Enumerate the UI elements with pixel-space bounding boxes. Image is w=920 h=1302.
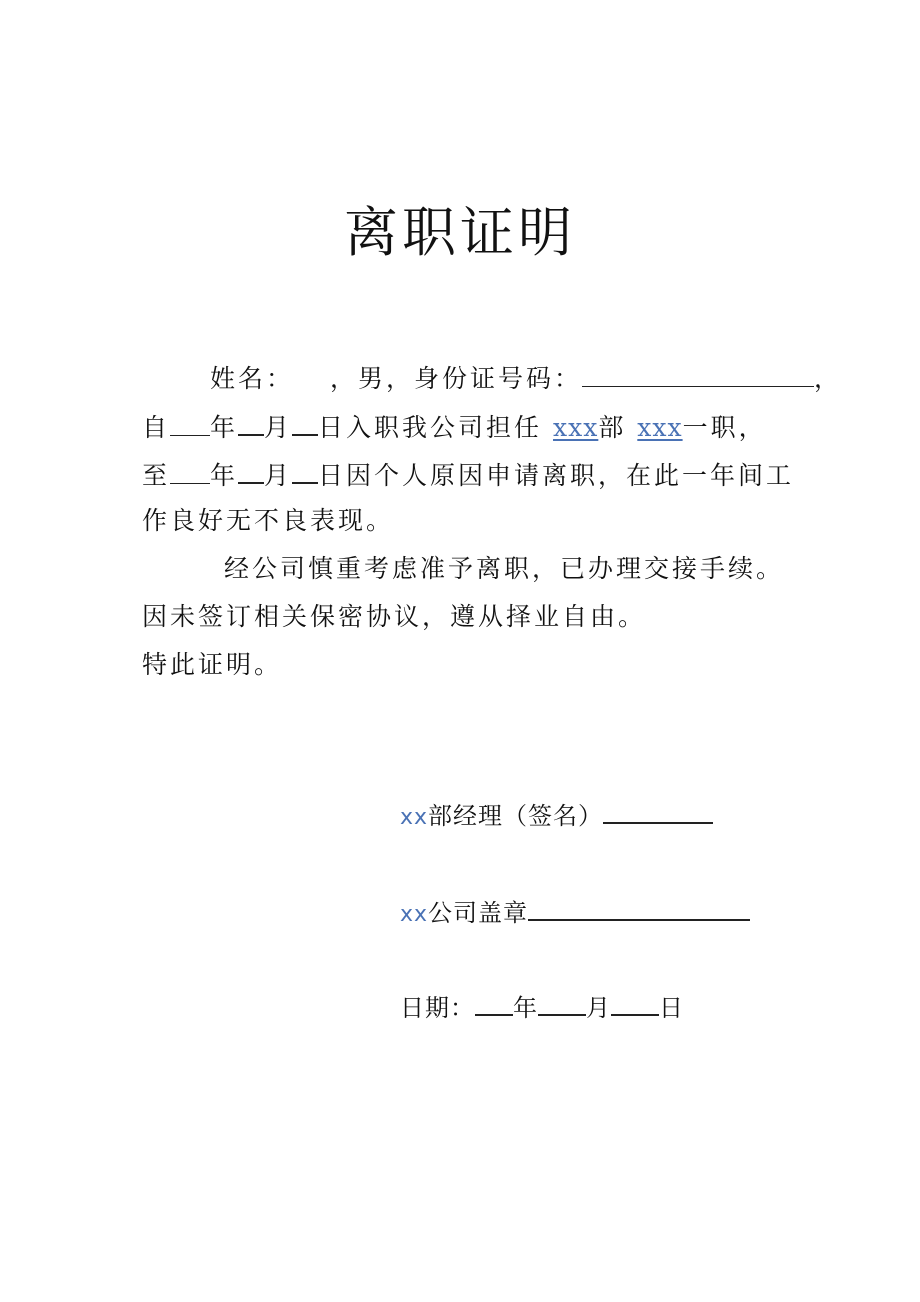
company-label: 公司盖章 — [428, 899, 529, 927]
date-year-text: 年 — [513, 994, 538, 1022]
from-text: 自 — [142, 413, 171, 442]
company-seal-blank[interactable] — [528, 893, 750, 921]
manager-signature-line — [400, 796, 713, 831]
position-suffix: 一职， — [682, 413, 767, 442]
leave-line — [142, 458, 794, 491]
entry-text: 日入职我公司担任 — [318, 413, 543, 442]
gender-id-text: ，男，身份证号码： — [330, 364, 583, 393]
leave-day-blank[interactable] — [292, 458, 318, 484]
leave-reason-text: 日因个人原因申请离职，在此一年间工 — [318, 461, 795, 490]
name-line — [210, 362, 842, 394]
month-text: 月 — [264, 461, 293, 490]
manager-signature-blank[interactable] — [603, 796, 713, 824]
company-prefix: xx — [400, 902, 429, 927]
entry-day-blank[interactable] — [292, 410, 318, 436]
dept-placeholder[interactable]: xxx — [553, 413, 599, 442]
month-text: 月 — [264, 413, 293, 442]
to-text: 至 — [142, 461, 171, 490]
performance-line: 作良好无不良表现。 — [142, 506, 395, 535]
date-month-blank[interactable] — [538, 988, 586, 1016]
name-label: 姓名： — [210, 364, 295, 393]
closing-text: 特此证明。 — [142, 650, 283, 679]
company-seal-line — [400, 893, 750, 928]
position-placeholder[interactable]: xxx — [637, 413, 683, 442]
leave-year-blank[interactable] — [170, 459, 210, 484]
dept-suffix: 部 — [598, 413, 627, 442]
date-label: 日期： — [400, 994, 475, 1022]
date-day-blank[interactable] — [611, 988, 659, 1016]
approval-line: 经公司慎重考虑准予离职，已办理交接手续。 — [224, 554, 785, 583]
date-month-text: 月 — [586, 994, 611, 1022]
leave-month-blank[interactable] — [238, 458, 264, 484]
date-day-text: 日 — [659, 994, 684, 1022]
entry-year-blank[interactable] — [170, 411, 210, 436]
entry-month-blank[interactable] — [238, 410, 264, 436]
manager-label: 部经理（签名） — [428, 802, 604, 830]
manager-prefix: xx — [400, 805, 429, 830]
year-text: 年 — [210, 413, 239, 442]
page-title: 离职证明 — [344, 201, 576, 264]
date-line — [400, 988, 684, 1023]
date-year-blank[interactable] — [475, 988, 513, 1016]
comma: ， — [814, 364, 843, 393]
entry-line — [142, 410, 767, 443]
id-number-blank[interactable] — [582, 362, 814, 387]
year-text: 年 — [210, 461, 239, 490]
confidentiality-line: 因未签订相关保密协议，遵从择业自由。 — [142, 602, 647, 631]
